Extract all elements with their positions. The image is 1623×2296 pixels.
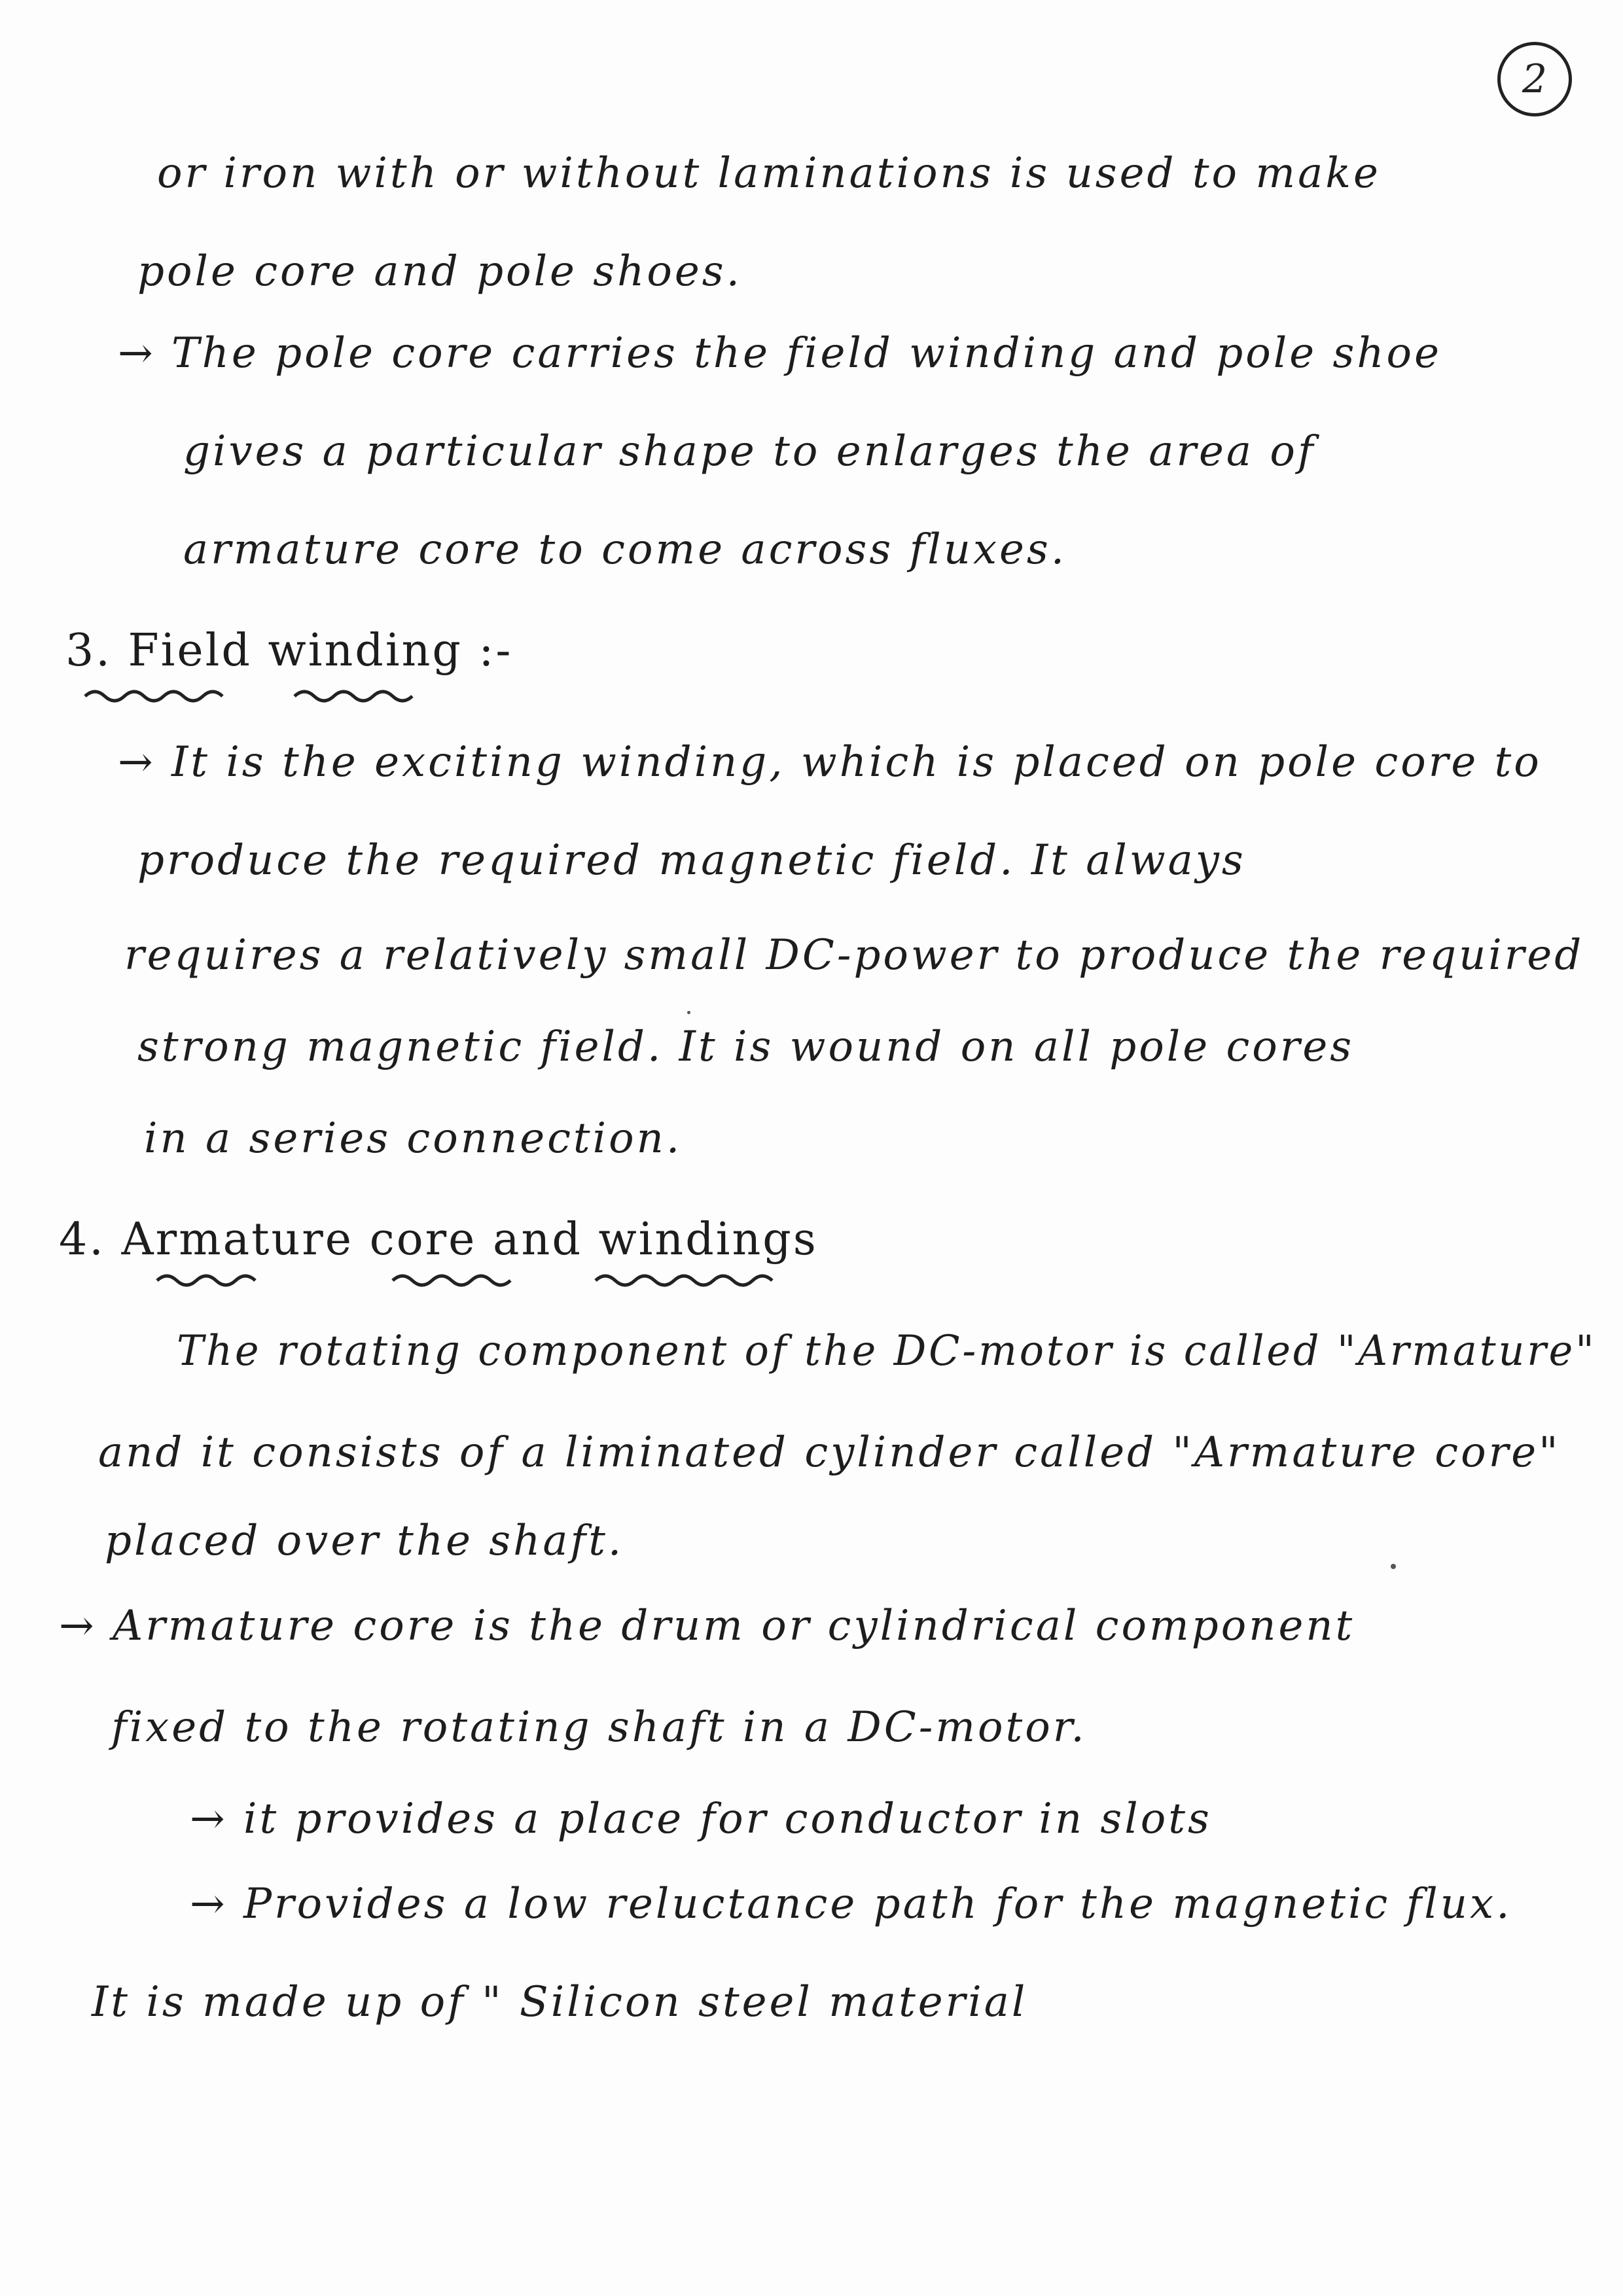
heading-underline-squiggle [79, 682, 550, 708]
text-line: → Provides a low reluctance path for the magnetic flux. [190, 1880, 1512, 1928]
text-line: or iron with or without laminations is used to make [157, 149, 1381, 198]
text-line: placed over the shaft. [105, 1517, 624, 1565]
text-line: It is made up of " Silicon steel material [92, 1978, 1028, 2026]
ink-speck [1391, 1564, 1396, 1569]
section-heading-armature-core: 4. Armature core and windings [59, 1214, 818, 1265]
ink-speck [687, 1011, 690, 1014]
text-line: fixed to the rotating shaft in a DC-motor. [111, 1703, 1087, 1752]
text-line: → it provides a place for conductor in slots [190, 1795, 1212, 1843]
text-line: in a series connection. [144, 1114, 683, 1163]
text-line: strong magnetic field. It is wound on all pole cores [137, 1023, 1355, 1071]
page-number: 2 [1497, 42, 1572, 116]
text-line: gives a particular shape to enlarges the area of [183, 427, 1316, 476]
section-heading-field-winding: 3. Field winding :- [65, 625, 513, 677]
text-line: → The pole core carries the field winding and pole shoe [118, 329, 1442, 378]
heading-underline-squiggle [144, 1266, 877, 1292]
text-line: pole core and pole shoes. [137, 247, 742, 296]
text-line: armature core to come across fluxes. [183, 525, 1067, 574]
text-line: produce the required magnetic field. It always [137, 836, 1246, 885]
text-line: → Armature core is the drum or cylindrical component [59, 1602, 1355, 1650]
text-line: requires a relatively small DC-power to produce the required [124, 931, 1584, 980]
text-line: and it consists of a liminated cylinder called "Armature core" [98, 1428, 1561, 1477]
text-line: The rotating component of the DC-motor is called "Armature" [177, 1327, 1597, 1375]
text-line: → It is the exciting winding, which is placed on pole core to [118, 738, 1542, 786]
